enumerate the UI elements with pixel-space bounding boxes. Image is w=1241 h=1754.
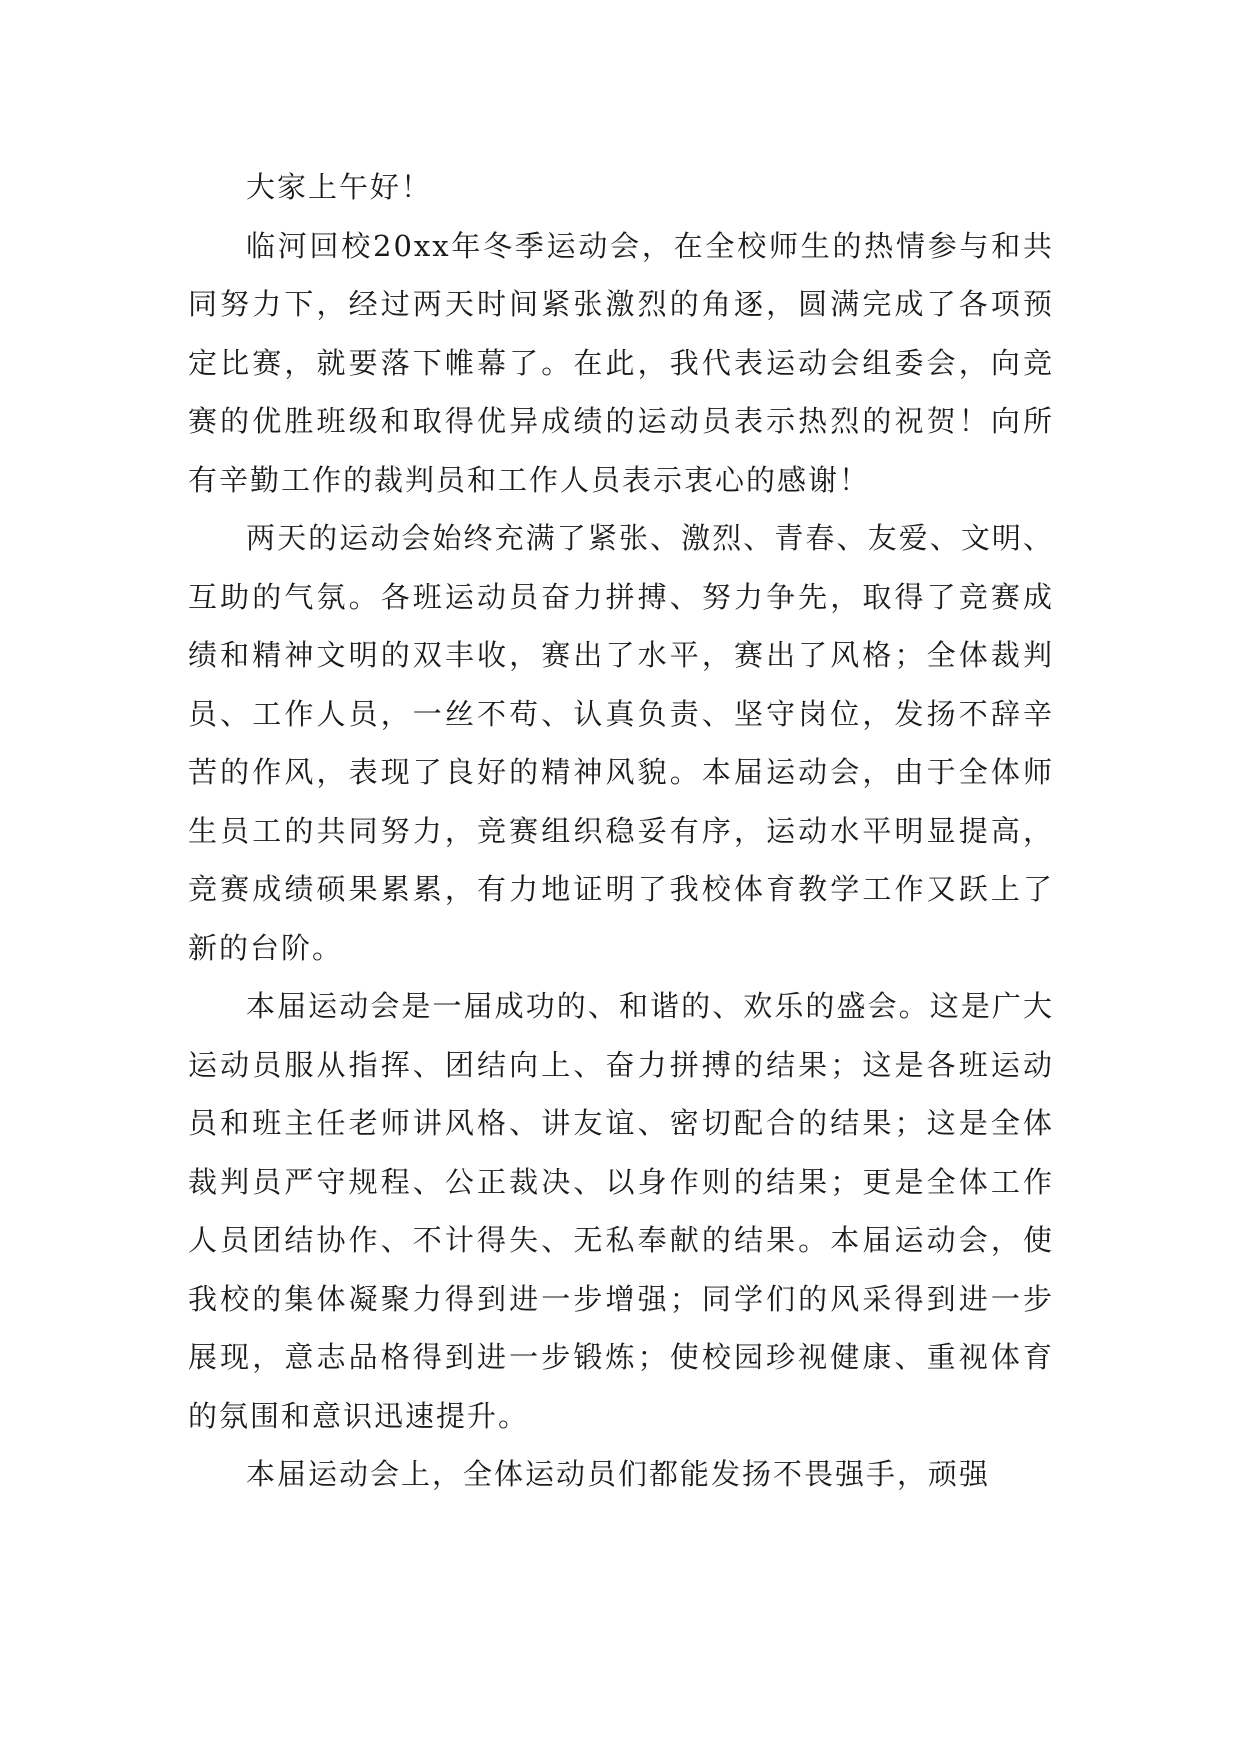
greeting-paragraph: 大家上午好！ — [246, 170, 433, 204]
body-paragraph: 本届运动会是一届成功的、和谐的、欢乐的盛会。这是广大运动员服从指挥、团结向上、奋力拼搏的结果；这是各班运动员和班主任老师讲风格、讲友谊、密切配合的结果；这是全体裁判员严守规程、公正裁决、以身作则的结果；更是全体工作人员团结协作、不计得失、无私奉献的结果。本届运动会，使我校的集体凝聚力得到进一步增强；同学们的风采得到进一步展现，意志品格得到进一步锻炼；使校园珍视健康、重视体育的氛围和意识迅速提升。 — [188, 989, 1054, 1433]
body-paragraph: 本届运动会上，全体运动员们都能发扬不畏强手，顽强 — [246, 1457, 991, 1491]
body-paragraph: 临河回校20xx年冬季运动会，在全校师生的热情参与和共同努力下，经过两天时间紧张激烈的角逐，圆满完成了各项预定比赛，就要落下帷幕了。在此，我代表运动会组委会，向竞赛的优胜班级和取得优异成绩的运动员表示热烈的祝贺！向所有辛勤工作的裁判员和工作人员表示衷心的感谢！ — [188, 228, 1054, 497]
document-body — [188, 158, 1054, 1504]
body-paragraph: 两天的运动会始终充满了紧张、激烈、青春、友爱、文明、互助的气氛。各班运动员奋力拼搏、努力争先，取得了竞赛成绩和精神文明的双丰收，赛出了水平，赛出了风格；全体裁判员、工作人员，一丝不苟、认真负责、坚守岗位，发扬不辞辛苦的作风，表现了良好的精神风貌。本届运动会，由于全体师生员工的共同努力，竞赛组织稳妥有序，运动水平明显提高，竞赛成绩硕果累累，有力地证明了我校体育教学工作又跃上了新的台阶。 — [188, 521, 1054, 965]
